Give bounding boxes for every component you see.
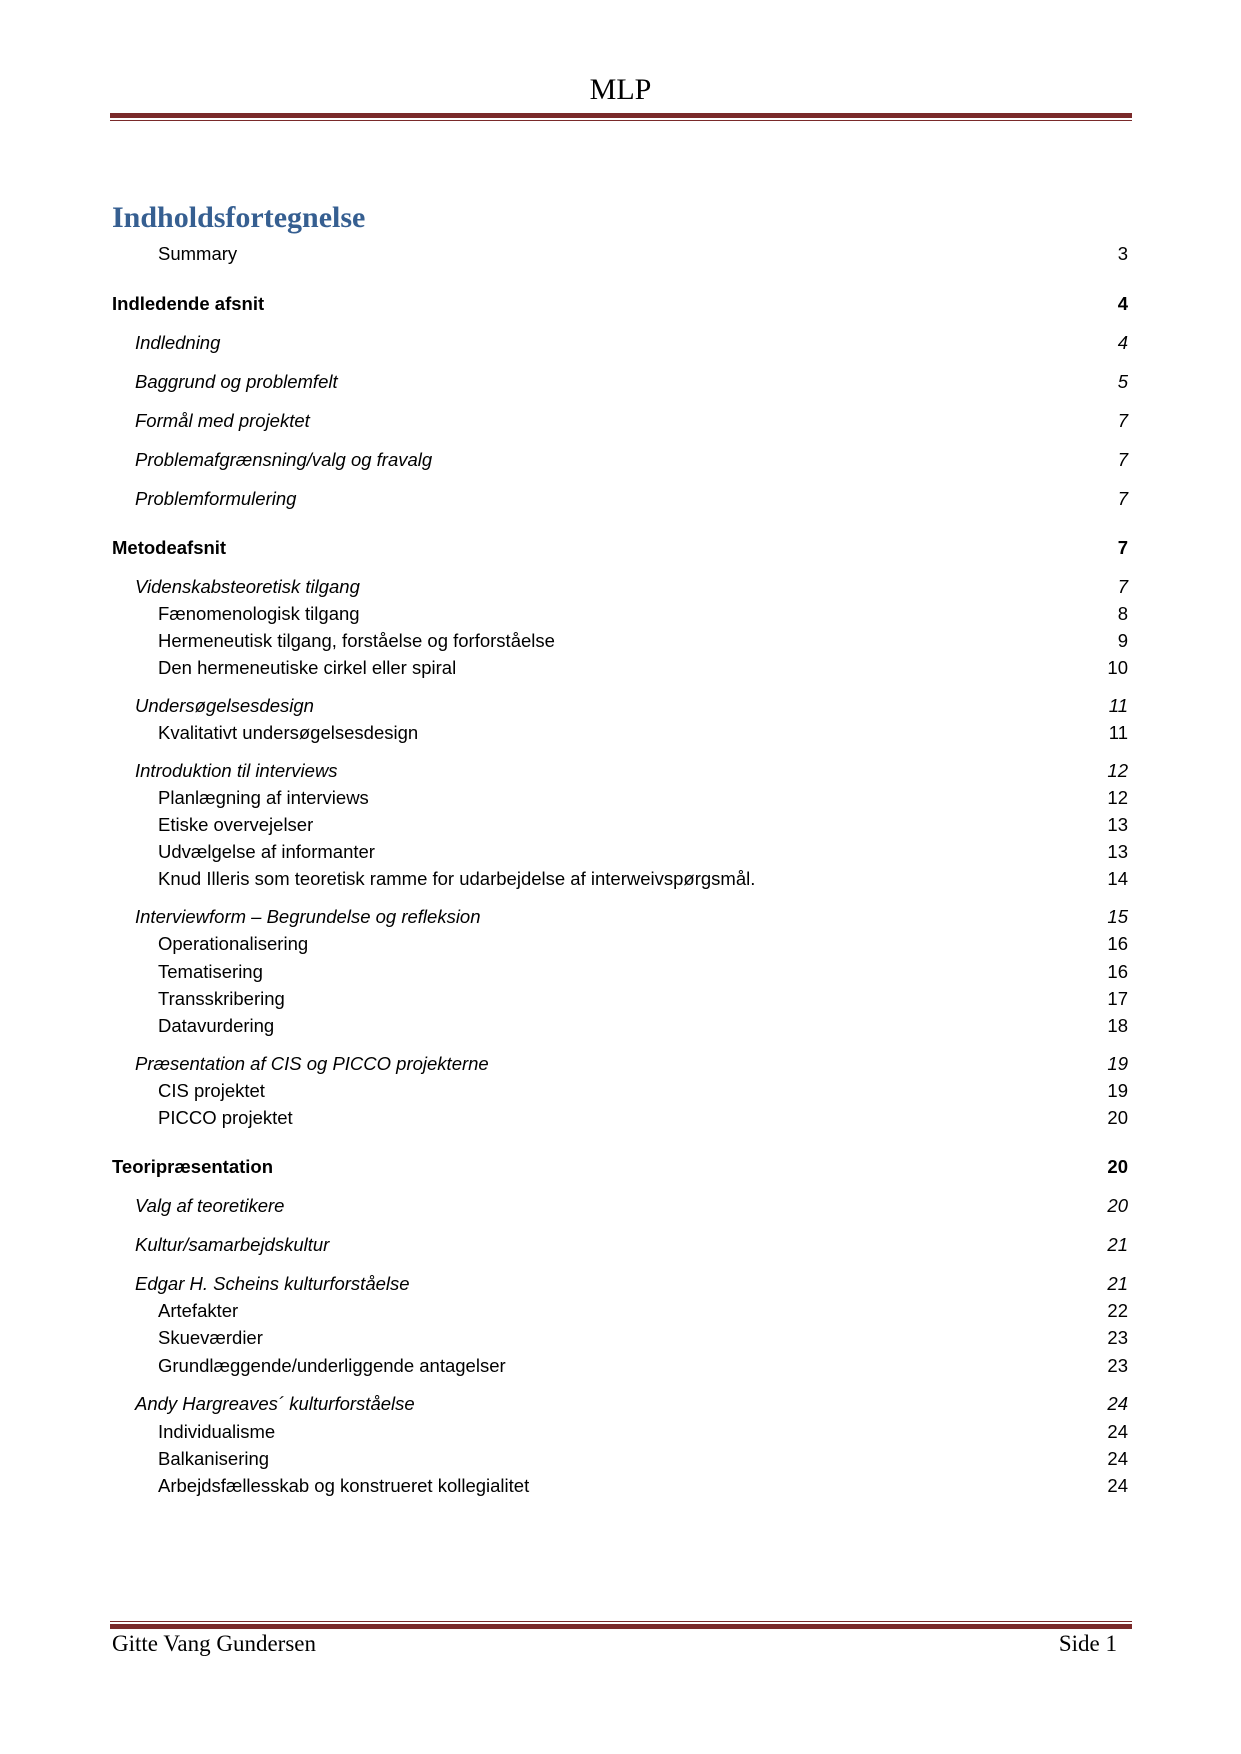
toc-entry-page: 24	[1107, 1393, 1128, 1414]
toc-entry-label: Udvælgelse af informanter	[158, 841, 375, 862]
toc-entry-page: 23	[1107, 1355, 1128, 1376]
toc-entry-label: Summary	[158, 243, 238, 264]
toc-entry-page: 15	[1107, 906, 1128, 927]
toc-entry-label: Formål med projektet	[135, 410, 310, 431]
toc-entry-label: Den hermeneutiske cirkel eller spiral	[158, 657, 457, 678]
toc-entry[interactable]	[0, 905, 1241, 929]
toc-entry-page: 12	[1107, 787, 1128, 808]
toc-entry-page: 19	[1107, 1053, 1128, 1074]
toc-entry-page: 22	[1107, 1300, 1128, 1321]
toc-entry[interactable]	[0, 629, 1241, 653]
toc-entry-page: 3	[1117, 243, 1128, 264]
toc-entry-page: 9	[1117, 630, 1128, 651]
toc-entry[interactable]	[0, 721, 1241, 745]
toc-entry-page: 8	[1117, 603, 1128, 624]
toc-entry-label: Metodeafsnit	[112, 537, 227, 558]
toc-entry[interactable]	[0, 242, 1241, 266]
toc-entry[interactable]	[0, 1299, 1241, 1323]
toc-entry-page: 18	[1107, 1015, 1128, 1036]
toc-entry-label: Tematisering	[158, 961, 263, 982]
toc-entry[interactable]	[0, 331, 1241, 355]
toc-entry-label: Andy Hargreaves´ kulturforståelse	[135, 1393, 415, 1414]
toc-entry-label: Teoripræsentation	[112, 1156, 274, 1177]
toc-entry-page: 11	[1108, 722, 1128, 743]
toc-entry-label: Problemformulering	[135, 488, 297, 509]
toc-entry-label: Balkanisering	[158, 1448, 270, 1469]
toc-entry[interactable]	[0, 1474, 1241, 1498]
toc-entry-page: 4	[1117, 293, 1128, 314]
toc-entry-label: Valg af teoretikere	[135, 1195, 285, 1216]
toc-entry-page: 7	[1117, 488, 1128, 509]
toc-entry-label: Indledning	[135, 332, 221, 353]
toc-entry-label: Præsentation af CIS og PICCO projekterne	[135, 1053, 489, 1074]
toc-entry[interactable]	[0, 694, 1241, 718]
toc-entry[interactable]	[0, 1155, 1241, 1179]
toc-entry-page: 24	[1107, 1421, 1128, 1442]
toc-entry-label: PICCO projektet	[158, 1107, 293, 1128]
toc-entry-page: 11	[1108, 695, 1128, 716]
footer-page-number: Side 1	[1058, 1631, 1117, 1656]
toc-entry-label: Grundlæggende/underliggende antagelser	[158, 1355, 506, 1376]
toc-entry[interactable]	[0, 409, 1241, 433]
toc-entry-label: Artefakter	[158, 1300, 239, 1321]
toc-entry[interactable]	[0, 1233, 1241, 1257]
toc-entry-label: Introduktion til interviews	[135, 760, 338, 781]
toc-entry-page: 16	[1107, 961, 1128, 982]
page-header-title: MLP	[589, 73, 652, 106]
toc-entry[interactable]	[0, 813, 1241, 837]
toc-entry-label: Kultur/samarbejdskultur	[135, 1234, 330, 1255]
toc-entry[interactable]	[0, 786, 1241, 810]
toc-entry[interactable]	[0, 932, 1241, 956]
toc-entry[interactable]	[0, 1079, 1241, 1103]
toc-entry-page: 7	[1117, 576, 1128, 597]
toc-entry-page: 14	[1107, 868, 1128, 889]
toc-entry[interactable]	[0, 1420, 1241, 1444]
toc-entry-page: 12	[1107, 760, 1128, 781]
toc-entry-label: Transskribering	[158, 988, 285, 1009]
toc-entry-label: Problemafgrænsning/valg og fravalg	[135, 449, 433, 470]
toc-entry-page: 20	[1107, 1156, 1128, 1177]
toc-entry[interactable]	[0, 1326, 1241, 1350]
toc-entry[interactable]	[0, 536, 1241, 560]
toc-entry-label: CIS projektet	[158, 1080, 265, 1101]
toc-entry-page: 21	[1107, 1273, 1128, 1294]
toc-entry-page: 7	[1117, 410, 1128, 431]
toc-entry-page: 13	[1107, 841, 1128, 862]
toc-entry-label: Operationalisering	[158, 933, 309, 954]
toc-entry[interactable]	[0, 370, 1241, 394]
toc-entry-page: 4	[1117, 332, 1128, 353]
toc-entry[interactable]	[0, 1392, 1241, 1416]
toc-entry-page: 20	[1107, 1107, 1128, 1128]
toc-entry-label: Kvalitativt undersøgelsesdesign	[158, 722, 419, 743]
header-rule	[110, 113, 1132, 121]
toc-entry-page: 24	[1107, 1475, 1128, 1496]
toc-entry-page: 23	[1107, 1327, 1128, 1348]
toc-heading: Indholdsfortegnelse	[112, 201, 366, 234]
toc-entry-label: Datavurdering	[158, 1015, 275, 1036]
toc-entry-page: 10	[1107, 657, 1128, 678]
toc-entry[interactable]	[0, 292, 1241, 316]
toc-entry[interactable]	[0, 960, 1241, 984]
toc-entry[interactable]	[0, 487, 1241, 511]
toc-entry[interactable]	[0, 1194, 1241, 1218]
toc-entry-page: 7	[1117, 537, 1128, 558]
toc-entry[interactable]	[0, 1272, 1241, 1296]
toc-entry[interactable]	[0, 987, 1241, 1011]
footer-author: Gitte Vang Gundersen	[112, 1631, 316, 1656]
toc-entry-label: Videnskabsteoretisk tilgang	[135, 576, 360, 597]
toc-entry-label: Interviewform – Begrundelse og refleksion	[135, 906, 481, 927]
toc-entry-page: 17	[1107, 988, 1128, 1009]
toc-entry-label: Hermeneutisk tilgang, forståelse og forforståelse	[158, 630, 555, 651]
toc-entry-label: Fænomenologisk tilgang	[158, 603, 360, 624]
toc-entry-label: Arbejdsfællesskab og konstrueret kollegialitet	[158, 1475, 530, 1496]
toc-entry[interactable]	[0, 575, 1241, 599]
toc-entry[interactable]	[0, 1106, 1241, 1130]
toc-entry-label: Individualisme	[158, 1421, 276, 1442]
toc-entry[interactable]	[0, 1052, 1241, 1076]
toc-entry[interactable]	[0, 1354, 1241, 1378]
toc-entry-label: Knud Illeris som teoretisk ramme for udarbejdelse af interweivspørgsmål.	[158, 868, 756, 889]
toc-entry[interactable]	[0, 759, 1241, 783]
toc-entry-label: Edgar H. Scheins kulturforståelse	[135, 1273, 410, 1294]
toc-entry[interactable]	[0, 602, 1241, 626]
toc-entry[interactable]	[0, 1014, 1241, 1038]
toc-entry-page: 16	[1107, 933, 1128, 954]
toc-entry-page: 20	[1107, 1195, 1128, 1216]
toc-entry-label: Skueværdier	[158, 1327, 263, 1348]
toc-entry[interactable]	[0, 656, 1241, 680]
toc-entry-label: Etiske overvejelser	[158, 814, 314, 835]
toc-entry[interactable]	[0, 867, 1241, 891]
toc-entry-label: Undersøgelsesdesign	[135, 695, 314, 716]
toc-entry-page: 19	[1107, 1080, 1128, 1101]
toc-entry-label: Planlægning af interviews	[158, 787, 369, 808]
toc-entry-label: Baggrund og problemfelt	[135, 371, 338, 392]
toc-entry-page: 5	[1117, 371, 1128, 392]
toc-entry-page: 13	[1107, 814, 1128, 835]
toc-entry-page: 21	[1107, 1234, 1128, 1255]
toc-entry-label: Indledende afsnit	[112, 293, 265, 314]
toc-entry-page: 7	[1117, 449, 1128, 470]
toc-entry-page: 24	[1107, 1448, 1128, 1469]
toc-entry[interactable]	[0, 840, 1241, 864]
toc-entry[interactable]	[0, 448, 1241, 472]
toc-entry[interactable]	[0, 1447, 1241, 1471]
